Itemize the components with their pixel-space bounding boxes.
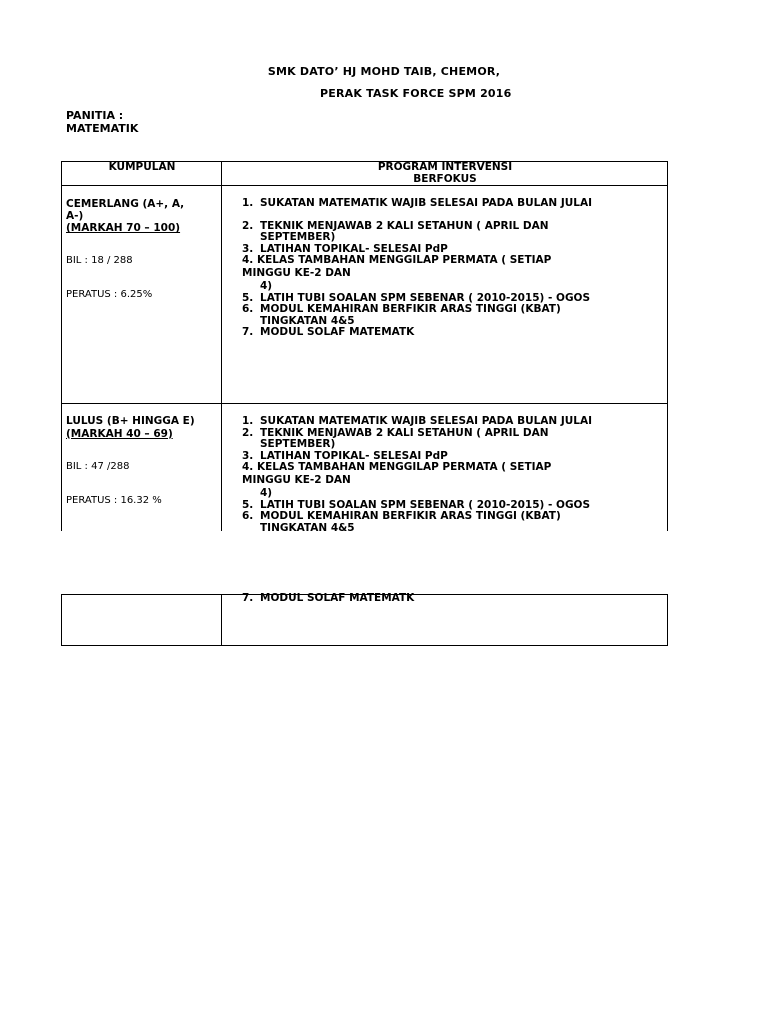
group-markah: (MARKAH 70 – 100) [66,222,181,234]
group-peratus: PERATUS : 16.32 % [66,494,162,506]
list-item-text: TEKNIK MENJAWAB 2 KALI SETAHUN ( APRIL DAN [260,426,549,439]
program-list-lulus-continued [242,593,672,605]
list-item-text: KELAS TAMBAHAN MENGGILAP PERMATA ( SETIAP [256,254,552,266]
column-divider [221,162,222,531]
list-item-number: 7. [242,592,254,604]
list-item-number: 3. [242,242,254,255]
school-title: SMK DATO’ HJ MOHD TAIB, CHEMOR, [267,65,501,78]
list-item-number: 1. [242,415,254,427]
list-item [242,428,672,451]
column-divider [221,595,222,645]
list-item-number: 2. [242,426,254,439]
list-item [242,304,672,327]
list-item-continuation: TINGKATAN 4&5 [260,314,355,327]
list-item [242,255,672,293]
col-header-program-line2: BERFOKUS [413,172,477,185]
program-list-cemerlang [242,198,672,339]
list-item-text: MODUL SOLAF MATEMATK [260,326,415,338]
list-item-number: 4. [242,254,254,266]
group-lulus [66,416,220,507]
list-item [242,327,672,339]
list-item-continuation: TINGKATAN 4&5 [260,521,355,534]
panitia-block [66,109,138,135]
list-item-text: SUKATAN MATEMATIK WAJIB SELESAI PADA BULAN JULAI [260,415,593,427]
list-item [242,462,672,500]
list-item-text: TEKNIK MENJAWAB 2 KALI SETAHUN ( APRIL DAN [260,219,549,232]
list-item [242,511,672,534]
list-item-text: LATIH TUBI SOALAN SPM SEBENAR ( 2010-2015) - OGOS [260,291,591,304]
col-header-program [222,162,668,185]
list-item-text: MODUL KEMAHIRAN BERFIKIR ARAS TINGGI (KBAT) [260,510,561,522]
program-list-lulus [242,416,672,534]
list-item-continuation: 4) [260,280,273,292]
list-item-text: LATIHAN TOPIKAL- SELESAI PdP [260,449,448,462]
list-item-number: 2. [242,219,254,232]
panitia-label: PANITIA : [66,109,124,122]
list-item-continuation: 4) [260,487,273,499]
list-item [242,593,672,605]
col-header-kumpulan: KUMPULAN [108,161,176,173]
group-markah: (MARKAH 40 – 69) [66,427,173,440]
row-divider [62,403,667,404]
list-item-number: 5. [242,498,254,511]
list-item-number: 7. [242,326,254,338]
list-item-number: 6. [242,303,254,315]
group-bil: BIL : 47 /288 [66,460,130,472]
list-item [242,221,672,244]
group-peratus: PERATUS : 6.25% [66,289,153,300]
list-item [242,198,672,210]
intervention-table [61,161,668,534]
list-item-number: 3. [242,449,254,462]
group-name-line1: CEMERLANG (A+, A, [66,198,185,210]
program-title: PERAK TASK FORCE SPM 2016 [320,87,512,100]
list-item-text: LATIHAN TOPIKAL- SELESAI PdP [260,242,448,255]
group-name-line1: LULUS (B+ HINGGA E) [66,415,195,427]
header-divider [62,185,667,186]
list-item-continuation: SEPTEMBER) [260,438,336,450]
group-name-line2: A-) [66,209,84,222]
list-item-continuation: MINGGU KE-2 DAN [242,266,351,279]
intervention-table-continued [61,594,668,646]
group-bil: BIL : 18 / 288 [66,255,133,266]
list-item-continuation: MINGGU KE-2 DAN [242,473,351,486]
col-header-program-line1: PROGRAM INTERVENSI [377,161,513,173]
list-item-number: 6. [242,510,254,522]
list-item-number: 5. [242,291,254,304]
list-item-number: 4. [242,461,254,473]
panitia-value: MATEMATIK [66,122,139,135]
list-item-text: LATIH TUBI SOALAN SPM SEBENAR ( 2010-2015) - OGOS [260,498,591,511]
list-item-text: KELAS TAMBAHAN MENGGILAP PERMATA ( SETIAP [256,461,552,473]
group-cemerlang [66,199,220,301]
list-item-number: 1. [242,197,254,209]
list-item-text: MODUL SOLAF MATEMATK [260,592,415,604]
list-item-text: SUKATAN MATEMATIK WAJIB SELESAI PADA BULAN JULAI [260,197,593,209]
list-item-text: MODUL KEMAHIRAN BERFIKIR ARAS TINGGI (KBAT) [260,303,561,315]
list-item-continuation: SEPTEMBER) [260,231,336,243]
